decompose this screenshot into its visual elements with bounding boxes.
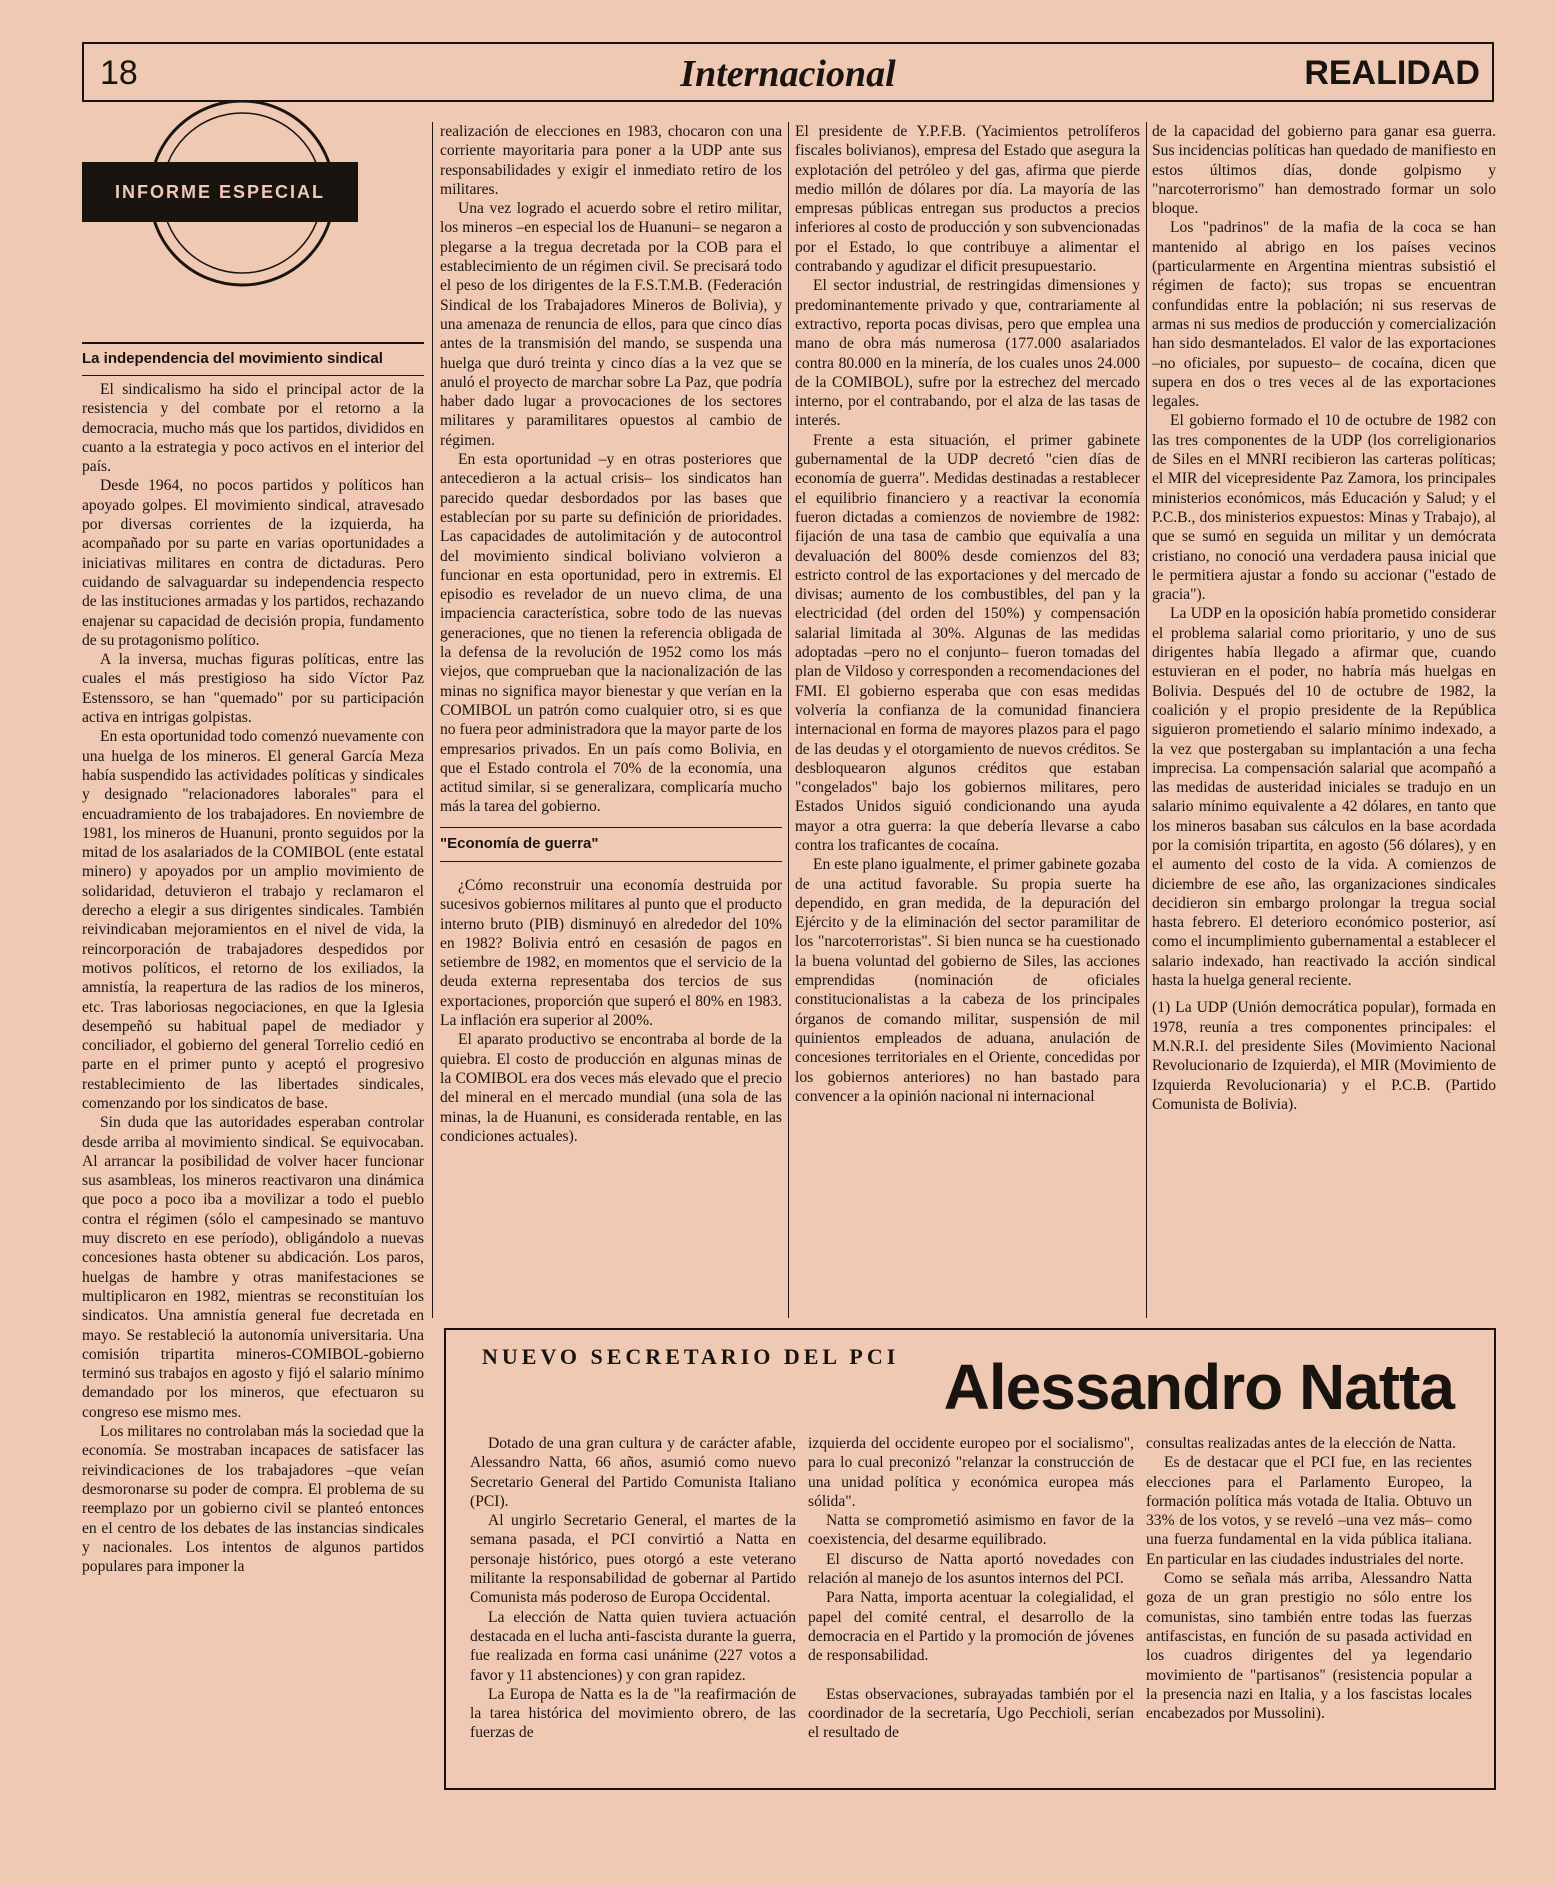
paragraph: Natta se comprometió asimismo en favor de la coexistencia, del desarme equilibrado.: [808, 1512, 1134, 1549]
paragraph: El sector industrial, de restringidas dimensiones y predominantemente privado y que, contrariamente al extractivo, reporta pocas divisas, pero que emplea una mano de obra más numerosa (177.000 asalariados contra 80.000 en la minería, de los cuales unos 24.000 de la COMIBOL), sufre por la estrechez del mercado interno, por el contrabando, por el alza de las tasas de interés.: [795, 277, 1140, 430]
paragraph: izquierda del occidente europeo por el socialismo", para lo cual preconizó "relanzar la construcción de una unidad política y económica europea más sólida".: [808, 1435, 1134, 1510]
paragraph: Para Natta, importa acentuar la colegialidad, el papel del comité central, el desarrollo de la democracia en el Partido y la promoción de jóvenes de responsabilidad.: [808, 1589, 1134, 1665]
paragraph: La elección de Natta quien tuviera actuación destacada en el lucha anti-fascista durante la guerra, fue realizada en forma casi unánime (227 votos a favor y 11 abstenciones) y con gran rapidez.: [470, 1608, 796, 1684]
paragraph: El aparato productivo se encontraba al borde de la quiebra. El costo de producción en algunas minas de la COMIBOL era dos veces más elevado que el precio del mineral en el mercado mundial (una sola de las minas, la de Huanuni, es considerada rentable, en las condiciones actuales).: [440, 1031, 782, 1145]
paragraph: Los militares no controlaban más la sociedad que la economía. Se mostraban incapaces de satisfacer las reivindicaciones de los trabajadores –que veían desmoronarse su poder de compra. El problema de su reemplazo por un gobierno civil se planteó entonces en el centro de los debates de las instancias sindicales y nacionales. Los intentos de algunos partidos populares para imponer la: [82, 1423, 424, 1576]
article-column-1: [82, 380, 424, 1576]
paragraph: Dotado de una gran cultura y de carácter afable, Alessandro Natta, 66 años, asumió como nuevo Secretario General del Partido Comunista Italiano (PCI).: [470, 1435, 796, 1510]
paragraph: Al ungirlo Secretario General, el martes de la semana pasada, el PCI convirtió a Natta en personaje histórico, pues otorgó a este veterano militante la responsabilidad de gobernar al Partido Comunista más poderoso de Europa Occidental.: [470, 1512, 796, 1607]
paragraph: Como se señala más arriba, Alessandro Natta goza de un gran prestigio no sólo entre los comunistas, sino también entre todas las fuerzas antifascistas, en función de su pasada actividad en los cuadros dirigentes del ya legendario movimiento de "partisanos" (resistencia popular a la presencia nazi en Italia, y a los fascistas locales encabezados por Mussolini).: [1146, 1570, 1472, 1723]
paragraph: Los "padrinos" de la mafia de la coca se han mantenido al abrigo en los países vecinos (particularmente en Argentina mientras subsistió el régimen de facto); sus tropas se encuentran confundidas entre la población; ni sus reservas de armas ni sus medios de producción y comercialización han sido desmantelados. El valor de las exportaciones –no oficiales, por supuesto– de cocaína, dicen que supera en dos o tres veces al de las exportaciones legales.: [1152, 219, 1496, 411]
paragraph: Frente a esta situación, el primer gabinete gubernamental de la UDP decretó "cien días de economía de guerra". Medidas destinadas a restablecer el equilibrio financiero y a reactivar la economía fueron dictadas a comienzos de noviembre de 1982: fijación de una tasa de cambio que equivalía a una devaluación del 800% desde comienzos del 83; estricto control de las exportaciones y del mercado de divisas; aumento de los combustibles, del pan y la electricidad (del orden del 150%) y compensación salarial limitada al 30%. Algunas de las medidas adoptadas –pero no el conjunto– fueron tomadas del plan de Vildoso y corresponden a recomendaciones del FMI. El gobierno esperaba que con esas medidas volvería la confianza de la comunidad financiera internacional en forma de mayores plazos para el pago de las deudas y el otorgamiento de nuevos créditos. Se desbloquearon algunos créditos que estaban "congelados" bajo los gobiernos militares, pero Estados Unidos siguió condicionando una ayuda mayor a otra guerra: la que debería llevarse a cabo contra los traficantes de cocaína.: [795, 431, 1140, 854]
article-column-2: [440, 122, 782, 1146]
subhead-1-text: La independencia del movimiento sindical: [82, 350, 383, 367]
paragraph: ¿Cómo reconstruir una economía destruida por sucesivos gobiernos militares al punto que el producto interno bruto (PIB) disminuyó en alrededor del 10% en 1982? Bolivia entró en cesasión de pagos en setiembre de 1982, en momentos que el servicio de la deuda externa representaba dos tercios de sus exportaciones, proporción que superó el 80% en 1983. La inflación era superior al 200%.: [440, 876, 782, 1030]
subhead-economia: [440, 827, 782, 862]
box-kicker: NUEVO SECRETARIO DEL PCI: [482, 1344, 900, 1369]
paragraph: En este plano igualmente, el primer gabinete gozaba de una actitud favorable. Su propia suerte ha dependido, en gran medida, de la depuración del Ejército y de la eliminación del sector paramilitar de los "narcoterroristas". Si bien nunca se ha cuestionado la buena voluntad del gobierno de Siles, las acciones emprendidas (nominación de oficiales constitucionalistas a la cabeza de los principales órganos de comando militar, suspensión de mil quinientos empleados de aduana, anulación de concesiones territoriales en el Oriente, concedidas por los gobiernos anteriores) no han bastado para convencer a la opinión nacional ni internacional: [795, 856, 1140, 1105]
subhead-sindical: [82, 342, 424, 376]
footnote-text: (1) La UDP (Unión democrática popular), formada en 1978, reunía a tres componentes principales: el M.N.R.I. del presidente Siles (Movimiento Nacional Revolucionario de Izquierda), el MIR (Movimiento de Izquierda Revolucionaria) y el P.C.B. (Partido Comunista de Bolivia).: [1152, 999, 1496, 1113]
informe-especial-logo: [82, 100, 422, 305]
paragraph: de la capacidad del gobierno para ganar esa guerra. Sus incidencias políticas han quedado de manifiesto en estos últimos días, donde golpismo y "narcoterrorismo" han demostrado formar un solo bloque.: [1152, 123, 1496, 218]
natta-sidebar-box: [444, 1328, 1496, 1790]
subhead-2-text: "Economía de guerra": [440, 834, 599, 852]
page-header: [82, 42, 1494, 102]
article-column-4: [1152, 122, 1496, 1114]
paragraph: La UDP en la oposición había prometido considerar el problema salarial como prioritario, y uno de sus dirigentes había llegado a afirmar que, cuando estuvieran en el poder, no habría más huelgas en Bolivia. Después del 10 de octubre de 1982, la coalición y el propio presidente de la República siguieron prometiendo el salario mínimo indexado, a la vez que postergaban su implantación a una fecha imprecisa. La compensación salarial que acompañó a las medidas de austeridad iniciales se tradujo en un salario mínimo equivalente a 42 dólares, en tanto que los mineros basaban sus cálculos en la base acordada por la comisión tripartita, en agosto (56 dólares), y en el aumento del costo de la vida. A comienzos de diciembre de ese año, las organizaciones sindicales decidieron sin embargo prolongar la tregua social hasta febrero. El deterioro económico posterior, así como el incumplimiento gubernamental a establecer el salario indexado, han reactivado la acción sindical hasta la huelga general reciente.: [1152, 605, 1496, 990]
page-number: 18: [100, 54, 138, 92]
paragraph: Sin duda que las autoridades esperaban controlar desde arriba al movimiento sindical. Se equivocaban. Al arrancar la posibilidad de volver hacer funcionar sus asambleas, los mineros reactivaron una dinámica que poco a poco iba a movilizar a todo el pueblo contra el régimen (sólo el campesinado se mantuvo muy discreto en ese período), obligándolo a nuevas concesiones hasta obtener su abdicación. Los paros, huelgas de hambre y otras manifestaciones se multiplicaron en 1982, mientras se reconstituían los sindicatos. Una amnistía general fue decretada en mayo. Se restableció la autonomía universitaria. Una comisión tripartita mineros-COMIBOL-gobierno terminó sus trabajos en agosto y fijó el salario mínimo demandado por los mineros, que efectuaron su congreso ese mismo mes.: [82, 1114, 424, 1421]
section-title: Internacional: [680, 53, 896, 95]
paragraph: En esta oportunidad todo comenzó nuevamente con una huelga de los mineros. El general García Meza había suspendido las actividades políticas y sindicales y designado "relacionadores laborales" para el encuadramiento de los trabajadores. En noviembre de 1981, los mineros de Huanuni, pronto seguidos por la mitad de los asalariados de la COMIBOL (ente estatal minero) y apoyados por un amplio movimiento de solidaridad, detuvieron el trabajo y reclamaron el derecho a elegir a sus dirigentes sindicales. También reivindicaban mejoramientos en el nivel de vida, la reincorporación de trabajadores despedidos por motivos políticos, el retorno de los exiliados, la amnistía, la reapertura de las radios de los mineros, etc. Tras laboriosas negociaciones, en que la Iglesia desempeñó su habitual papel de mediador y conciliador, el gobierno del general Torrelio cedió en parte en el primer punto y aceptó el progresivo restablecimiento de las libertades sindicales, comenzando por los sindicatos de base.: [82, 728, 424, 1112]
paragraph: El gobierno formado el 10 de octubre de 1982 con las tres componentes de la UDP (los correligionarios de Siles en el MNRI recibieron las carteras políticas; el MIR del vicepresidente Paz Zamora, los principales ministerios económicos, más Educación y Salud; y el P.C.B., dos ministerios expuestos: Minas y Trabajo), al que se sumó en seguida un militar y un demócrata cristiano, no conoció una verdadera pausa inicial que le permitiera ajustar a fondo su accionar ("estado de gracia").: [1152, 412, 1496, 604]
paragraph: A la inversa, muchas figuras políticas, entre las cuales el más prestigioso ha sido Víctor Paz Estenssoro, se han "quemado" por su participación activa en intrigas golpistas.: [82, 651, 424, 727]
article-column-3: [795, 122, 1140, 1106]
paragraph: El presidente de Y.P.F.B. (Yacimientos petrolíferos fiscales bolivianos), empresa del Estado que asegura la explotación del petróleo y del gas, afirma que pierde medio millón de dólares por día. La mayoría de las empresas públicas entregan sus productos a precios inferiores al costo de producción y son subvencionadas por el Estado, lo que contribuye a alimentar el contrabando y agudizar el dificit presupuestario.: [795, 123, 1140, 276]
paragraph: La Europa de Natta es la de "la reafirmación de la tarea histórica del movimiento obrero, de las fuerzas de: [470, 1685, 796, 1742]
paragraph: El discurso de Natta aportó novedades con relación al manejo de los asuntos internos del PCI.: [808, 1550, 1134, 1588]
column-divider: [1146, 122, 1147, 1318]
box-column-2: [808, 1434, 1134, 1742]
paragraph: El sindicalismo ha sido el principal actor de la resistencia y del combate por el retorno a la democracia, mucho más que los partidos, divididos en cuanto a la estrategia y poco activos en el interior del país.: [82, 381, 424, 476]
paragraph: En esta oportunidad –y en otras posteriores que antecedieron a la actual crisis– los sindicatos han parecido quedar desbordados por las bases que establecían por su parte su definición de prioridades. Las capacidades de autolimitación y de autocontrol del movimiento sindical boliviano volvieron a funcionar en esta oportunidad, pero in extremis. El episodio es revelador de un nuevo clima, de una impaciencia característica, sobre todo de las nuevas generaciones, que no tienen la referencia obligada de la defensa de la revolución de 1952 como los más viejos, que comprueban que la nacionalización de las minas no significa mayor bienestar y que verían en la COMIBOL un patrón como cualquier otro, si es que no fuera peor administradora que la mayor parte de los empresarios privados. En un país como Bolivia, en que el Estado controla el 70% de la economía, una actitud similar, si se generalizara, complicaría mucho más la tarea del gobierno.: [440, 451, 782, 816]
paragraph: Desde 1964, no pocos partidos y políticos han apoyado golpes. El movimiento sindical, atravesado por diversas corrientes de la izquierda, ha acompañado por su parte en varias oportunidades a iniciativas militares en contra de dictaduras. Pero cuidando de salvaguardar su independencia respecto de las instituciones armadas y los partidos, rechazando enajenar su capacidad de decisión propia, fundamento de su protagonismo político.: [82, 477, 424, 649]
box-column-1: [470, 1434, 796, 1743]
paragraph: Una vez logrado el acuerdo sobre el retiro militar, los mineros –en especial los de Huanuni– se negaron a plegarse a la tregua decretada por la COB para el establecimiento de un régimen civil. Se precisará todo el peso de los dirigentes de la F.S.T.M.B. (Federación Sindical de los Trabajadores Mineros de Bolivia), y una amenaza de renuncia de ellos, para que cinco días antes de la transmisión del mando, se suspenda una huelga que duró treinta y cinco días a la vez que se anuló el proyecto de marchar sobre La Paz, que podría haber dado lugar a provocaciones de los sectores militares y paramilitares opuestos al cambio de régimen.: [440, 200, 782, 449]
box-column-3: [1146, 1434, 1472, 1723]
paragraph: Estas observaciones, subrayadas también por el coordinador de la secretaría, Ugo Pecchioli, serían el resultado de: [808, 1685, 1134, 1742]
column-divider: [788, 122, 789, 1318]
paragraph: realización de elecciones en 1983, chocaron con una corriente mayoritaria para poner a la UDP ante sus responsabilidades y exigir el inmediato retiro de los militares.: [440, 123, 782, 198]
paragraph: Es de destacar que el PCI fue, en las recientes elecciones para el Parlamento Europeo, la formación política más votada de Italia. Obtuvo un 33% de los votos, y se reveló –una vez más– como una fuerza fundamental en la vida pública italiana. En particular en las ciudades industriales del norte.: [1146, 1454, 1472, 1568]
box-headline: Alessandro Natta: [943, 1351, 1454, 1423]
logo-label: INFORME ESPECIAL: [82, 162, 358, 222]
column-divider: [432, 122, 433, 1318]
masthead: REALIDAD: [1304, 54, 1480, 92]
paragraph: consultas realizadas antes de la elección de Natta.: [1146, 1435, 1456, 1452]
footnote: [1152, 998, 1496, 1114]
